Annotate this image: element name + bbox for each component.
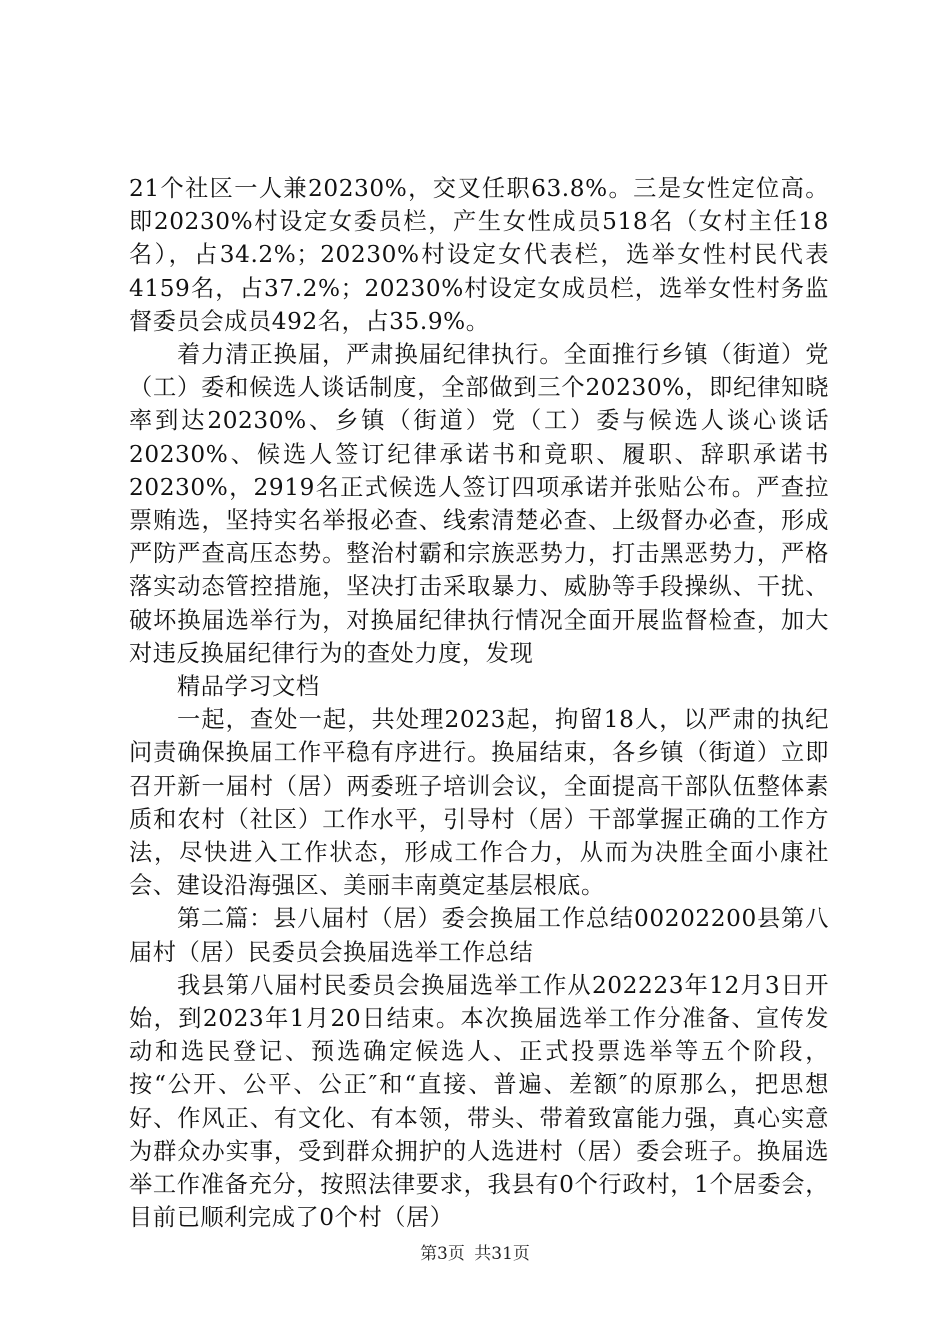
document-body — [129, 172, 829, 1235]
paragraph-handling: 一起，查处一起，共处理2023起，拘留18人，以严肃的执纪问责确保换届工作平稳有序进行。换届结束，各乡镇（街道）立即召开新一届村（居）两委班子培训会议，全面提高干部队伍整体素质和农村（社区）工作水平，引导村（居）干部掌握正确的工作方法，尽快进入工作状态，形成工作合力，从而为决胜全面小康社会、建设沿海强区、美丽丰南奠定基层根底。 — [129, 706, 829, 900]
section-heading: 第二篇：县八届村（居）委会换届工作总结00202200县第八届村（居）民委员会换届选举工作总结 — [129, 905, 829, 966]
paragraph-discipline: 着力清正换届，严肃换届纪律执行。全面推行乡镇（街道）党（工）委和候选人谈话制度，全部做到三个20230%，即纪律知晓率到达20230%、乡镇（街道）党（工）委与候选人谈心谈话20230%、候选人签订纪律承诺书和竟职、履职、辞职承诺书20230%，2919名正式候选人签订四项承诺并张贴公布。严查拉票贿选，坚持实名举报必查、线索清楚必查、上级督办必查，形成严防严查高压态势。整治村霸和宗族恶势力，打击黑恶势力，严格落实动态管控措施，坚决打击采取暴力、威胁等手段操纵、干扰、破坏换届选举行为，对换届纪律执行情况全面开展监督检查，加大对违反换届纪律行为的查处力度，发现 — [129, 341, 829, 667]
paragraph-election: 我县第八届村民委员会换届选举工作从202223年12月3日开始，到2023年1月20日结束。本次换届选举工作分准备、宣传发动和选民登记、预选确定候选人、正式投票选举等五个阶段，按“公开、公平、公正″和“直接、普遍、差额″的原那么，把思想好、作风正、有文化、有本领，带头、带着致富能力强，真心实意为群众办实事，受到群众拥护的人选进村（居）委会班子。换届选举工作准备充分，按照法律要求，我县有0个行政村，1个居委会，目前已顺利完成了0个村（居） — [129, 971, 829, 1232]
page-footer — [0, 1243, 950, 1265]
paragraph-continuation: 21个社区一人兼20230%，交叉任职63.8%。三是女性定位高。即20230%村设定女委员栏，产生女性成员518名（女村主任18名），占34.2%；20230%村设定女代表栏，选举女性村民代表4159名，占37.2%；20230%村设定女成员栏，选举女性村务监督委员会成员492名，占35.9%。 — [129, 175, 829, 335]
page-total: 共31页 — [474, 1244, 530, 1264]
watermark-line: 精品学习文档 — [177, 673, 320, 701]
page-number: 第3页 — [420, 1244, 465, 1264]
